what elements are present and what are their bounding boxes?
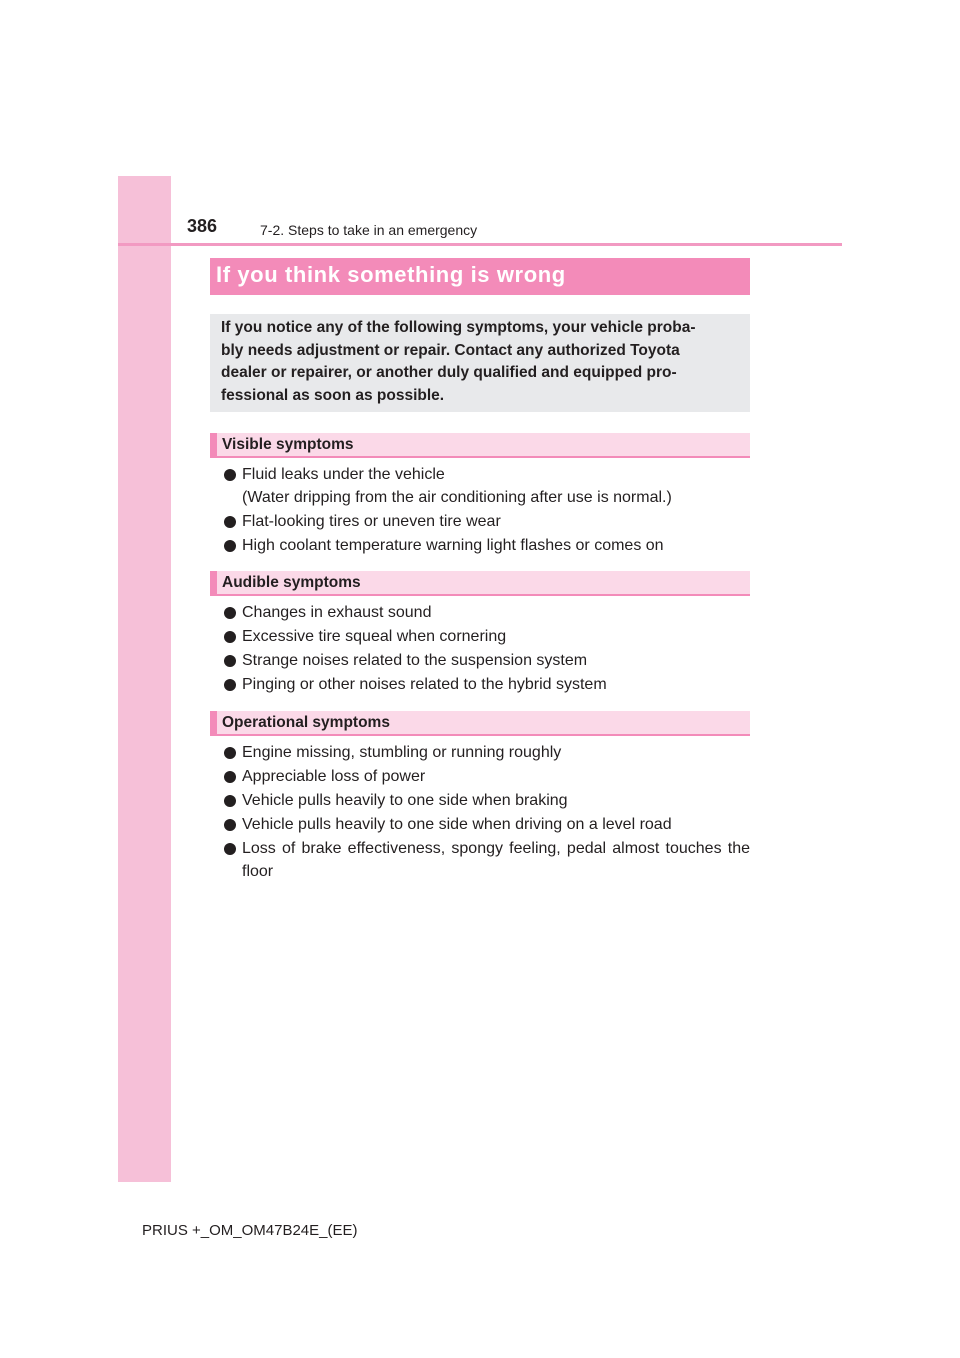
document-code: PRIUS +_OM_OM47B24E_(EE) (142, 1222, 358, 1239)
visible-symptoms-list (224, 464, 750, 559)
intro-line: If you notice any of the following symptoms, your vehicle proba- (221, 319, 696, 336)
subheading-operational-symptoms (210, 711, 750, 736)
subheading-label: Audible symptoms (222, 574, 361, 591)
operational-symptoms-list (224, 742, 750, 885)
intro-line: dealer or repairer, or another duly qualified and equipped pro- (221, 364, 677, 382)
audible-symptoms-list (224, 602, 750, 698)
list-item-text: Pinging or other noises related to the hybrid system (242, 676, 607, 693)
title-bar (210, 258, 750, 295)
list-item-text: Appreciable loss of power (242, 768, 426, 785)
list-item (224, 650, 750, 673)
list-item (224, 602, 750, 625)
subheading-label: Operational symptoms (222, 714, 390, 731)
bullet-icon (224, 819, 236, 831)
subheading-audible-symptoms (210, 571, 750, 596)
list-item (224, 766, 750, 789)
page-title: If you think something is wrong (216, 262, 566, 287)
bullet-icon (224, 607, 236, 619)
list-item (224, 535, 750, 558)
list-item (224, 838, 750, 883)
subheading-label: Visible symptoms (222, 436, 354, 453)
subheading-visible-symptoms (210, 433, 750, 458)
list-item-text: High coolant temperature warning light flashes or comes on (242, 536, 664, 554)
list-item (224, 742, 750, 765)
bullet-icon (224, 469, 236, 481)
list-item-text: Vehicle pulls heavily to one side when driving on a level road (242, 816, 672, 833)
list-item-text: Vehicle pulls heavily to one side when braking (242, 792, 568, 809)
bullet-icon (224, 655, 236, 667)
list-item-text: Flat-looking tires or uneven tire wear (242, 512, 501, 530)
list-item-note: (Water dripping from the air conditioning after use is normal.) (242, 488, 672, 506)
intro-line: bly needs adjustment or repair. Contact any authorized Toyota (221, 341, 680, 359)
bullet-icon (224, 795, 236, 807)
list-item-text: Changes in exhaust sound (242, 604, 432, 621)
section-label: 7-2. Steps to take in an emergency (260, 222, 478, 238)
side-band (118, 176, 171, 1182)
bullet-icon (224, 631, 236, 643)
list-item (224, 626, 750, 649)
list-item (224, 674, 750, 697)
list-item-text: Excessive tire squeal when cornering (242, 628, 507, 645)
intro-box (210, 314, 750, 412)
bullet-icon (224, 747, 236, 759)
bullet-icon (224, 843, 236, 855)
list-item (224, 790, 750, 813)
list-item-text: Engine missing, stumbling or running roughly (242, 744, 562, 761)
bullet-icon (224, 540, 236, 552)
list-item (224, 814, 750, 837)
list-item (224, 464, 750, 509)
header-rule (118, 243, 842, 246)
intro-line: fessional as soon as possible. (221, 386, 445, 404)
bullet-icon (224, 771, 236, 783)
bullet-icon (224, 516, 236, 528)
list-item (224, 511, 750, 534)
page-number: 386 (187, 216, 218, 236)
list-item-text: Fluid leaks under the vehicle (242, 466, 445, 483)
intro-text (221, 317, 739, 407)
bullet-icon (224, 679, 236, 691)
list-item-text: Strange noises related to the suspension system (242, 652, 588, 669)
list-item-text: Loss of brake effectiveness, spongy feeling, pedal almost touches the floor (242, 840, 750, 880)
